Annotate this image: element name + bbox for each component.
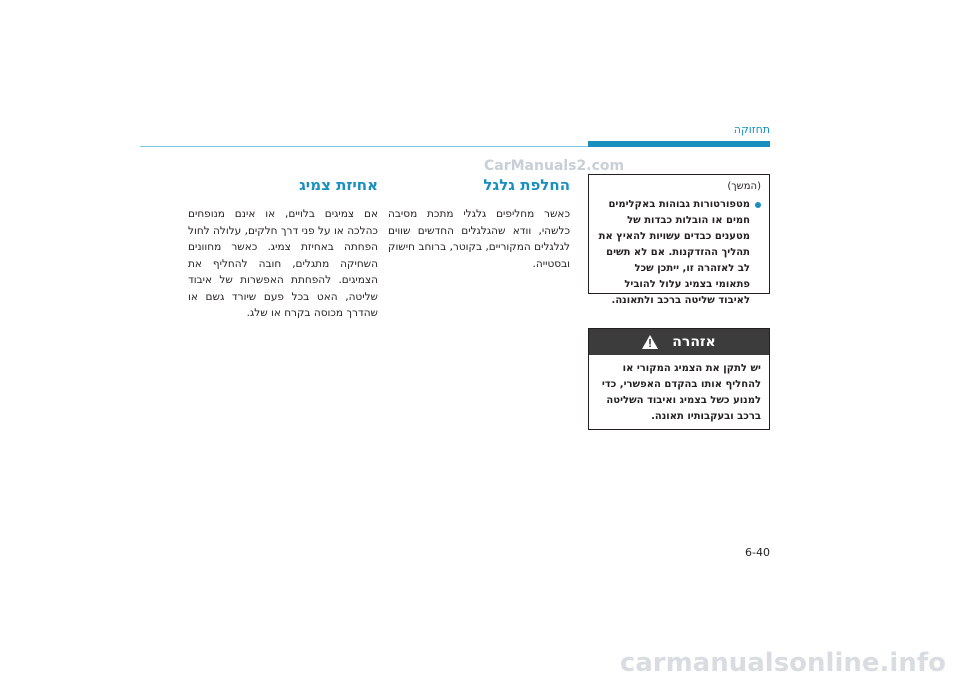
bullet-icon (755, 202, 761, 208)
tire-traction-column (188, 176, 378, 322)
note-text: מטפורטורות גבוהות באקלימים חמים או הובלות כבדות של מטענים כבדים עשויות להאיץ את תהליך ההזדקנות. אם לא תשים לב לאזהרה זו, ייתכן שכל פתאומי בצמיג עלול להוביל לאיבוד שליטה ברכב ולתאונה. (598, 199, 750, 306)
tire-change-heading: החלפת גלגל (483, 176, 570, 194)
warning-text: יש לתקן את הצמיג המקורי או להחליף אותו בהקדם האפשרי, כדי למנוע כשל בצמיג ואיבוד השליטה ברכב ובעקבותיו תאונה. (601, 363, 761, 422)
watermark: CarManuals2.com (484, 158, 625, 174)
tire-change-column (388, 176, 570, 272)
note-title: (המשך) (727, 181, 761, 192)
note-box (588, 174, 770, 306)
tire-change-text: כאשר מחליפים גלגלי מתכת מסיבה כלשהי, וודא שהגלגלים החדשים שווים לגלגלים המקוריים, בקוטר, ברוחב חישוק ובסטייה. (388, 208, 570, 270)
tire-traction-heading: אחיזת צמיג (299, 176, 378, 194)
header-accent-bar (588, 141, 770, 147)
warning-box (588, 328, 770, 430)
warning-header (589, 329, 769, 355)
warning-title: אזהרה (672, 334, 716, 350)
warning-triangle-icon (642, 335, 658, 349)
note-item (597, 197, 761, 309)
footer-watermark: carmanualsonline.info (619, 648, 946, 678)
section-title: תחזוקה (733, 123, 770, 136)
page-number: 6-40 (745, 546, 770, 559)
tire-traction-text: אם צמיגים בלויים, או אינם מנופחים כהלכה או על פני דרך חלקים, עלולה לחול הפחתה באחיזת צמיג. כאשר מחוונים השחיקה מתגלים, חובה להחליף את הצמיגים. להפחתת האפשרות של איבוד שליטה, האט בכל פעם שיורד גשם או שהדרך מכוסה בקרח או שלג. (188, 208, 378, 319)
